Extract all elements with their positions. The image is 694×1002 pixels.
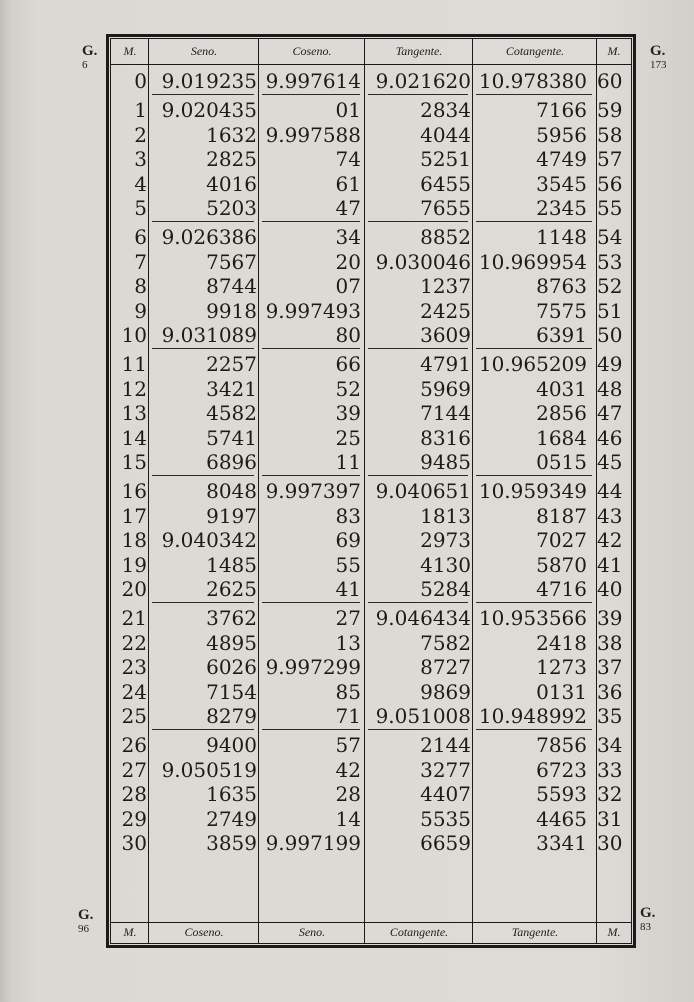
group-separator	[368, 94, 468, 95]
table-row	[111, 274, 631, 298]
cell-cotangent: 10.953566	[478, 606, 587, 631]
table-row	[111, 98, 631, 122]
cell-cotangent: 10.969954	[478, 249, 587, 274]
margin-note-top-right: G. 173	[650, 43, 667, 71]
cell-cosine: 07	[335, 274, 361, 299]
cell-tangent: 4130	[420, 552, 471, 577]
cell-sine: 9.019235	[161, 69, 257, 93]
cell-minute-right: 48	[597, 376, 623, 401]
cell-sine: 9.026386	[161, 225, 257, 250]
cell-cotangent: 7027	[536, 528, 587, 553]
cell-tangent: 6659	[420, 831, 471, 855]
cell-sine: 5741	[206, 425, 257, 450]
group-separator	[476, 221, 592, 222]
cell-minute: 2	[134, 122, 147, 147]
cell-minute: 3	[134, 147, 147, 172]
cell-cotangent: 3341	[536, 831, 587, 855]
cell-cosine: 9.997199	[265, 831, 361, 855]
cell-minute-right: 55	[597, 196, 623, 220]
cell-cotangent: 10.965209	[478, 352, 587, 377]
cell-cotangent: 7166	[536, 98, 587, 123]
cell-tangent: 9.030046	[375, 249, 471, 274]
cell-sine: 4582	[206, 401, 257, 426]
cell-cosine: 14	[335, 806, 361, 831]
group-separator	[152, 221, 254, 222]
cell-minute: 15	[121, 450, 147, 474]
cell-minute-right: 49	[597, 352, 623, 377]
cell-sine: 9918	[206, 298, 257, 323]
cell-sine: 6026	[206, 655, 257, 680]
cell-sine: 5203	[206, 196, 257, 220]
header-sine: Seno.	[190, 44, 218, 58]
cell-minute: 29	[121, 806, 147, 831]
cell-sine: 2825	[206, 147, 257, 172]
cell-minute: 13	[121, 401, 147, 426]
table-row	[111, 426, 631, 450]
cell-cotangent: 1148	[536, 225, 587, 250]
table-row	[111, 631, 631, 655]
cell-sine: 2257	[206, 352, 257, 377]
cell-cosine: 42	[335, 757, 361, 782]
cell-cotangent: 8187	[536, 503, 587, 528]
table-row	[111, 225, 631, 249]
cell-minute: 17	[121, 503, 147, 528]
cell-minute: 14	[121, 425, 147, 450]
cell-minute: 16	[121, 479, 147, 504]
group-separator	[152, 475, 254, 476]
group-separator	[476, 348, 592, 349]
cell-minute: 8	[134, 274, 147, 299]
cell-tangent: 7655	[420, 196, 471, 220]
cell-tangent: 9.021620	[375, 69, 471, 93]
header-cotangent: Cotangente.	[505, 44, 565, 58]
table-row	[111, 479, 631, 503]
cell-tangent: 9.046434	[375, 606, 471, 631]
cell-tangent: 2973	[420, 528, 471, 553]
cell-sine: 7567	[206, 249, 257, 274]
cell-cosine: 27	[335, 606, 361, 631]
cell-tangent: 5251	[420, 147, 471, 172]
cell-sine: 2625	[206, 577, 257, 601]
cell-minute: 26	[121, 733, 147, 758]
cell-sine: 7154	[206, 679, 257, 704]
cell-sine: 8744	[206, 274, 257, 299]
cell-minute-right: 41	[597, 552, 623, 577]
cell-tangent: 4044	[420, 122, 471, 147]
table-row	[111, 782, 631, 806]
cell-minute: 11	[121, 352, 147, 377]
cell-cosine: 61	[335, 171, 361, 196]
table-row	[111, 377, 631, 401]
cell-minute: 18	[121, 528, 147, 553]
cell-minute-right: 42	[597, 528, 623, 553]
table-row	[111, 831, 631, 855]
table-row	[111, 807, 631, 831]
cell-cosine: 13	[335, 630, 361, 655]
cell-tangent: 7582	[420, 630, 471, 655]
cell-tangent: 8727	[420, 655, 471, 680]
cell-cosine: 20	[335, 249, 361, 274]
cell-sine: 3762	[206, 606, 257, 631]
group-separator	[152, 94, 254, 95]
cell-tangent: 9.051008	[375, 704, 471, 728]
cell-minute-right: 51	[597, 298, 623, 323]
table-row	[111, 733, 631, 757]
table-row	[111, 196, 631, 220]
cell-tangent: 8852	[420, 225, 471, 250]
cell-minute-right: 37	[597, 655, 623, 680]
cell-minute: 28	[121, 782, 147, 807]
cell-cosine: 71	[335, 704, 361, 728]
cell-tangent: 8316	[420, 425, 471, 450]
table-row	[111, 758, 631, 782]
cell-cotangent: 5870	[536, 552, 587, 577]
group-separator	[262, 94, 360, 95]
cell-minute: 5	[134, 196, 147, 220]
cell-minute-right: 57	[597, 147, 623, 172]
header-tangent: Tangente.	[395, 44, 443, 58]
cell-sine: 9.031089	[161, 323, 257, 347]
group-separator	[368, 221, 468, 222]
cell-sine: 3859	[206, 831, 257, 855]
header-minutes: M.	[123, 44, 137, 58]
cell-sine: 9.040342	[161, 528, 257, 553]
table-row	[111, 172, 631, 196]
footer-cotangent: Cotangente.	[389, 925, 449, 939]
table-row	[111, 147, 631, 171]
table-row	[111, 704, 631, 728]
cell-tangent: 2834	[420, 98, 471, 123]
cell-cosine: 01	[335, 98, 361, 123]
table-row	[111, 123, 631, 147]
footer-minutes: M.	[123, 925, 137, 939]
table-row	[111, 250, 631, 274]
cell-tangent: 9.040651	[375, 479, 471, 504]
cell-cotangent: 4749	[536, 147, 587, 172]
cell-tangent: 9485	[420, 450, 471, 474]
cell-minute-right: 38	[597, 630, 623, 655]
cell-cosine: 69	[335, 528, 361, 553]
cell-tangent: 5535	[420, 806, 471, 831]
table-row	[111, 606, 631, 630]
cell-cosine: 85	[335, 679, 361, 704]
cell-minute: 20	[121, 577, 147, 601]
cell-minute: 24	[121, 679, 147, 704]
cell-tangent: 3277	[420, 757, 471, 782]
cell-minute: 0	[134, 69, 147, 93]
group-separator	[262, 729, 360, 730]
group-separator	[262, 602, 360, 603]
cell-minute: 7	[134, 249, 147, 274]
group-separator	[262, 221, 360, 222]
cell-minute: 4	[134, 171, 147, 196]
group-separator	[262, 348, 360, 349]
cell-tangent: 4791	[420, 352, 471, 377]
cell-cotangent: 3545	[536, 171, 587, 196]
cell-tangent: 3609	[420, 323, 471, 347]
cell-cotangent: 10.959349	[478, 479, 587, 504]
cell-cosine: 11	[335, 450, 361, 474]
cell-cosine: 34	[335, 225, 361, 250]
cell-cotangent: 0131	[536, 679, 587, 704]
cell-cosine: 9.997397	[265, 479, 361, 504]
group-separator	[262, 475, 360, 476]
margin-note-bottom-right: G. 83	[640, 905, 656, 933]
cell-minute: 10	[121, 323, 147, 347]
footer-cosine: Coseno.	[184, 925, 224, 939]
cell-tangent: 1237	[420, 274, 471, 299]
table-footer	[111, 922, 631, 945]
cell-cosine: 9.997299	[265, 655, 361, 680]
cell-cosine: 57	[335, 733, 361, 758]
cell-sine: 2749	[206, 806, 257, 831]
cell-minute-right: 46	[597, 425, 623, 450]
cell-minute: 30	[121, 831, 147, 855]
table-header	[111, 42, 631, 65]
cell-tangent: 6455	[420, 171, 471, 196]
cell-sine: 8048	[206, 479, 257, 504]
cell-minute-right: 33	[597, 757, 623, 782]
cell-cotangent: 1684	[536, 425, 587, 450]
footer-sine: Seno.	[298, 925, 326, 939]
cell-tangent: 5969	[420, 376, 471, 401]
cell-cosine: 39	[335, 401, 361, 426]
table-row	[111, 577, 631, 601]
cell-cotangent: 7856	[536, 733, 587, 758]
cell-cosine: 66	[335, 352, 361, 377]
table-row	[111, 352, 631, 376]
table-row	[111, 680, 631, 704]
cell-sine: 9.020435	[161, 98, 257, 123]
table-row	[111, 504, 631, 528]
footer-tangent: Tangente.	[511, 925, 559, 939]
table-row	[111, 553, 631, 577]
cell-minute: 23	[121, 655, 147, 680]
cell-sine: 4895	[206, 630, 257, 655]
cell-sine: 1635	[206, 782, 257, 807]
table-row	[111, 69, 631, 93]
cell-minute-right: 40	[597, 577, 623, 601]
cell-cotangent: 7575	[536, 298, 587, 323]
cell-minute-right: 59	[597, 98, 623, 123]
table-row	[111, 528, 631, 552]
group-separator	[152, 602, 254, 603]
cell-sine: 1485	[206, 552, 257, 577]
cell-minute-right: 45	[597, 450, 623, 474]
cell-minute: 21	[121, 606, 147, 631]
cell-tangent: 5284	[420, 577, 471, 601]
cell-minute-right: 32	[597, 782, 623, 807]
cell-cosine: 28	[335, 782, 361, 807]
cell-cosine: 41	[335, 577, 361, 601]
cell-sine: 4016	[206, 171, 257, 196]
table-row	[111, 323, 631, 347]
group-separator	[476, 602, 592, 603]
group-separator	[476, 475, 592, 476]
cell-tangent: 4407	[420, 782, 471, 807]
cell-minute: 12	[121, 376, 147, 401]
group-separator	[152, 348, 254, 349]
cell-minute-right: 53	[597, 249, 623, 274]
cell-cotangent: 6723	[536, 757, 587, 782]
cell-cotangent: 2418	[536, 630, 587, 655]
cell-minute-right: 50	[597, 323, 623, 347]
cell-minute-right: 39	[597, 606, 623, 631]
cell-cotangent: 5956	[536, 122, 587, 147]
cell-cotangent: 8763	[536, 274, 587, 299]
cell-minute-right: 36	[597, 679, 623, 704]
cell-cotangent: 5593	[536, 782, 587, 807]
cell-cotangent: 2345	[536, 196, 587, 220]
group-separator	[476, 729, 592, 730]
cell-cosine: 80	[335, 323, 361, 347]
cell-cotangent: 4465	[536, 806, 587, 831]
cell-minute-right: 34	[597, 733, 623, 758]
table-row	[111, 655, 631, 679]
cell-tangent: 1813	[420, 503, 471, 528]
cell-cosine: 25	[335, 425, 361, 450]
cell-cotangent: 4716	[536, 577, 587, 601]
margin-note-bottom-left: G. 96	[78, 907, 94, 935]
cell-cosine: 83	[335, 503, 361, 528]
cell-tangent: 2144	[420, 733, 471, 758]
cell-minute: 1	[134, 98, 147, 123]
cell-minute: 22	[121, 630, 147, 655]
cell-minute: 25	[121, 704, 147, 728]
cell-sine: 9197	[206, 503, 257, 528]
table-row	[111, 401, 631, 425]
cell-cosine: 52	[335, 376, 361, 401]
cell-cotangent: 10.978380	[478, 69, 587, 93]
cell-minute-right: 35	[597, 704, 623, 728]
cell-minute-right: 30	[597, 831, 623, 855]
cell-minute: 19	[121, 552, 147, 577]
header-cosine: Coseno.	[292, 44, 332, 58]
cell-cosine: 9.997588	[265, 122, 361, 147]
cell-cotangent: 1273	[536, 655, 587, 680]
cell-sine: 9400	[206, 733, 257, 758]
header-minutes-right: M.	[607, 44, 621, 58]
cell-cotangent: 2856	[536, 401, 587, 426]
cell-cotangent: 4031	[536, 376, 587, 401]
group-separator	[152, 729, 254, 730]
group-separator	[368, 475, 468, 476]
cell-cotangent: 0515	[536, 450, 587, 474]
cell-minute-right: 44	[597, 479, 623, 504]
cell-cosine: 9.997493	[265, 298, 361, 323]
cell-cosine: 9.997614	[265, 69, 361, 93]
cell-minute-right: 52	[597, 274, 623, 299]
cell-minute-right: 58	[597, 122, 623, 147]
table-row	[111, 450, 631, 474]
cell-minute-right: 60	[597, 69, 623, 93]
cell-cosine: 55	[335, 552, 361, 577]
cell-sine: 1632	[206, 122, 257, 147]
cell-cosine: 47	[335, 196, 361, 220]
group-separator	[368, 602, 468, 603]
cell-minute-right: 54	[597, 225, 623, 250]
cell-sine: 6896	[206, 450, 257, 474]
cell-minute: 6	[134, 225, 147, 250]
cell-cotangent: 10.948992	[478, 704, 587, 728]
cell-cosine: 74	[335, 147, 361, 172]
cell-tangent: 7144	[420, 401, 471, 426]
footer-minutes-right: M.	[607, 925, 621, 939]
cell-cotangent: 6391	[536, 323, 587, 347]
cell-sine: 3421	[206, 376, 257, 401]
cell-minute: 27	[121, 757, 147, 782]
cell-tangent: 2425	[420, 298, 471, 323]
cell-minute: 9	[134, 298, 147, 323]
margin-note-top-left: G. 6	[82, 43, 98, 71]
cell-tangent: 9869	[420, 679, 471, 704]
cell-minute-right: 43	[597, 503, 623, 528]
group-separator	[476, 94, 592, 95]
cell-minute-right: 47	[597, 401, 623, 426]
cell-sine: 8279	[206, 704, 257, 728]
cell-sine: 9.050519	[161, 757, 257, 782]
cell-minute-right: 31	[597, 806, 623, 831]
group-separator	[368, 729, 468, 730]
group-separator	[368, 348, 468, 349]
cell-minute-right: 56	[597, 171, 623, 196]
table-row	[111, 299, 631, 323]
